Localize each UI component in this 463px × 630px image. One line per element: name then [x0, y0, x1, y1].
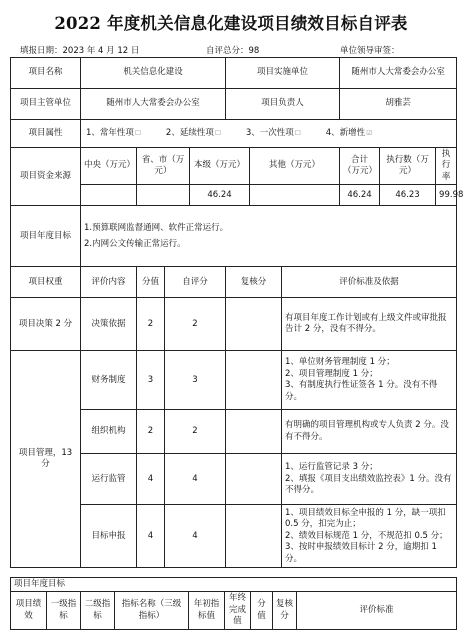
funding-label: 项目资金来源: [11, 148, 81, 206]
self-score-total: 自评总分：98: [206, 46, 260, 56]
project-name-label: 项目名称: [11, 58, 81, 89]
annual-goal-label: 项目年度目标: [11, 206, 81, 267]
manager-value: 胡雅芸: [340, 89, 457, 120]
funding-value: [250, 185, 340, 206]
page-title: 2022 年度机关信息化建设项目绩效目标自评表: [54, 14, 408, 33]
criteria-line: 1、运行监管记录 3 分；: [285, 462, 378, 473]
annual-goal-line: 2.内网公文传输正常运行。: [84, 239, 186, 250]
project-name-value: 机关信息化建设: [81, 58, 226, 89]
criteria-line: 2、项目管理制度 1 分；: [285, 368, 378, 379]
mgmt-self-score: 2: [165, 410, 226, 454]
mgmt-criteria: [282, 505, 457, 568]
criteria-line: 3、有制度执行性证签各 1 分。没有不得分。: [285, 380, 438, 402]
property-label: 项目属性: [11, 120, 81, 148]
mgmt-score: 4: [137, 505, 165, 568]
indicator-header: 复核分: [273, 592, 297, 629]
criteria-line: 1、项目绩效目标全申报的 1 分，缺一项扣 0.5 分，扣完为止；: [285, 507, 446, 530]
funding-header: 省、市（万元）: [137, 148, 190, 185]
indicator-header: 项目绩效: [11, 592, 47, 629]
annual-goal-text: [81, 206, 457, 267]
criteria-line: 1、单位财务管理制度 1 分；: [285, 357, 395, 368]
decision-criteria: 有项目年度工作计划或有上级文件或审批报告计 2 分，没有不得分。: [282, 298, 457, 351]
criteria-line: 3、按时申报绩效目标计 2 分，逾期扣 1 分。: [285, 542, 437, 564]
impl-unit-label: 项目实施单位: [226, 58, 340, 89]
mgmt-review: [226, 351, 282, 410]
mgmt-self-score: 4: [165, 505, 226, 568]
decision-weight: 项目决策 2 分: [11, 298, 81, 351]
fill-date: 填报日期：2023 年 4 月 12 日: [20, 46, 140, 56]
annual-goal-line: 1.预算联网监督通网、软件正常运行。: [84, 223, 229, 234]
eval-header: 自评分: [165, 267, 226, 298]
eval-header: 分值: [137, 267, 165, 298]
indicator-header: 指标名称（三级指标）: [115, 592, 189, 629]
eval-header: 评价内容: [81, 267, 137, 298]
mgmt-criteria: 有明确的项目管理机构或专人负责 2 分。没有不得分。: [282, 410, 457, 454]
criteria-line: 2、绩效目标规范 1 分，不规范扣 0.5 分；: [285, 530, 448, 541]
supervisor-value: 随州市人大常委会办公室: [81, 89, 226, 120]
mgmt-criteria: [282, 454, 457, 505]
property-option: 1、常年性项: [86, 127, 134, 138]
evaluation-table: [10, 57, 463, 568]
eval-header: 项目权重: [11, 267, 81, 298]
funding-value: 99.98: [436, 185, 457, 206]
mgmt-self-score: 4: [165, 454, 226, 505]
funding-header: 执行率: [436, 148, 457, 185]
funding-header: 合计（万元）: [340, 148, 380, 185]
decision-content: 决策依据: [81, 298, 137, 351]
mgmt-review: [226, 410, 282, 454]
mgmt-review: [226, 454, 282, 505]
indicator-header: 评价标准: [297, 592, 457, 629]
mgmt-content: 组织机构: [81, 410, 137, 454]
indicator-header: 年终完成值: [225, 592, 251, 629]
bottom-annual-goal-label: 项目年度目标: [11, 578, 457, 592]
mgmt-content: 目标申报: [81, 505, 137, 568]
decision-score: 2: [137, 298, 165, 351]
eval-header: 复核分: [226, 267, 282, 298]
indicator-header: 一级指标: [47, 592, 81, 629]
property-option: 2、延续性项: [165, 127, 214, 138]
eval-header: 评价标准及依据: [282, 267, 457, 298]
manager-label: 项目负责人: [226, 89, 340, 120]
impl-unit-value: 随州市人大常委会办公室: [340, 58, 457, 89]
mgmt-content: 运行监管: [81, 454, 137, 505]
funding-header: 中央（万元）: [81, 148, 137, 185]
funding-value: 46.24: [190, 185, 250, 206]
property-option: 4、新增性: [325, 127, 366, 138]
mgmt-review: [226, 505, 282, 568]
decision-review: [226, 298, 282, 351]
indicator-header: 二级指标: [81, 592, 115, 629]
funding-value: [81, 185, 137, 206]
property-option: 3、一次性项: [245, 127, 294, 138]
funding-header: 其他（万元）: [250, 148, 340, 185]
management-weight: 项目管理，13 分: [11, 351, 81, 568]
funding-value: 46.23: [380, 185, 436, 206]
indicator-header: 年初指标值: [189, 592, 225, 629]
property-options: 1、常年性项☐ 2、延续性项☐ 3、一次性项☐ 4、新增性☑: [81, 120, 457, 148]
funding-value: [137, 185, 190, 206]
indicator-header: 分值: [251, 592, 273, 629]
mgmt-self-score: 3: [165, 351, 226, 410]
funding-header: 执行数（万元）: [380, 148, 436, 185]
leader-review: 单位领导审签：: [340, 46, 400, 56]
mgmt-score: 4: [137, 454, 165, 505]
mgmt-score: 3: [137, 351, 165, 410]
supervisor-label: 项目主管单位: [11, 89, 81, 120]
decision-self-score: 2: [165, 298, 226, 351]
mgmt-score: 2: [137, 410, 165, 454]
funding-value: 46.24: [340, 185, 380, 206]
mgmt-content: 财务制度: [81, 351, 137, 410]
funding-header: 本级（万元）: [190, 148, 250, 185]
indicator-table: [10, 577, 457, 630]
criteria-line: 2、填报《项目支出绩效监控表》1 分。没有不得分。: [285, 473, 452, 496]
mgmt-criteria: [282, 351, 457, 410]
